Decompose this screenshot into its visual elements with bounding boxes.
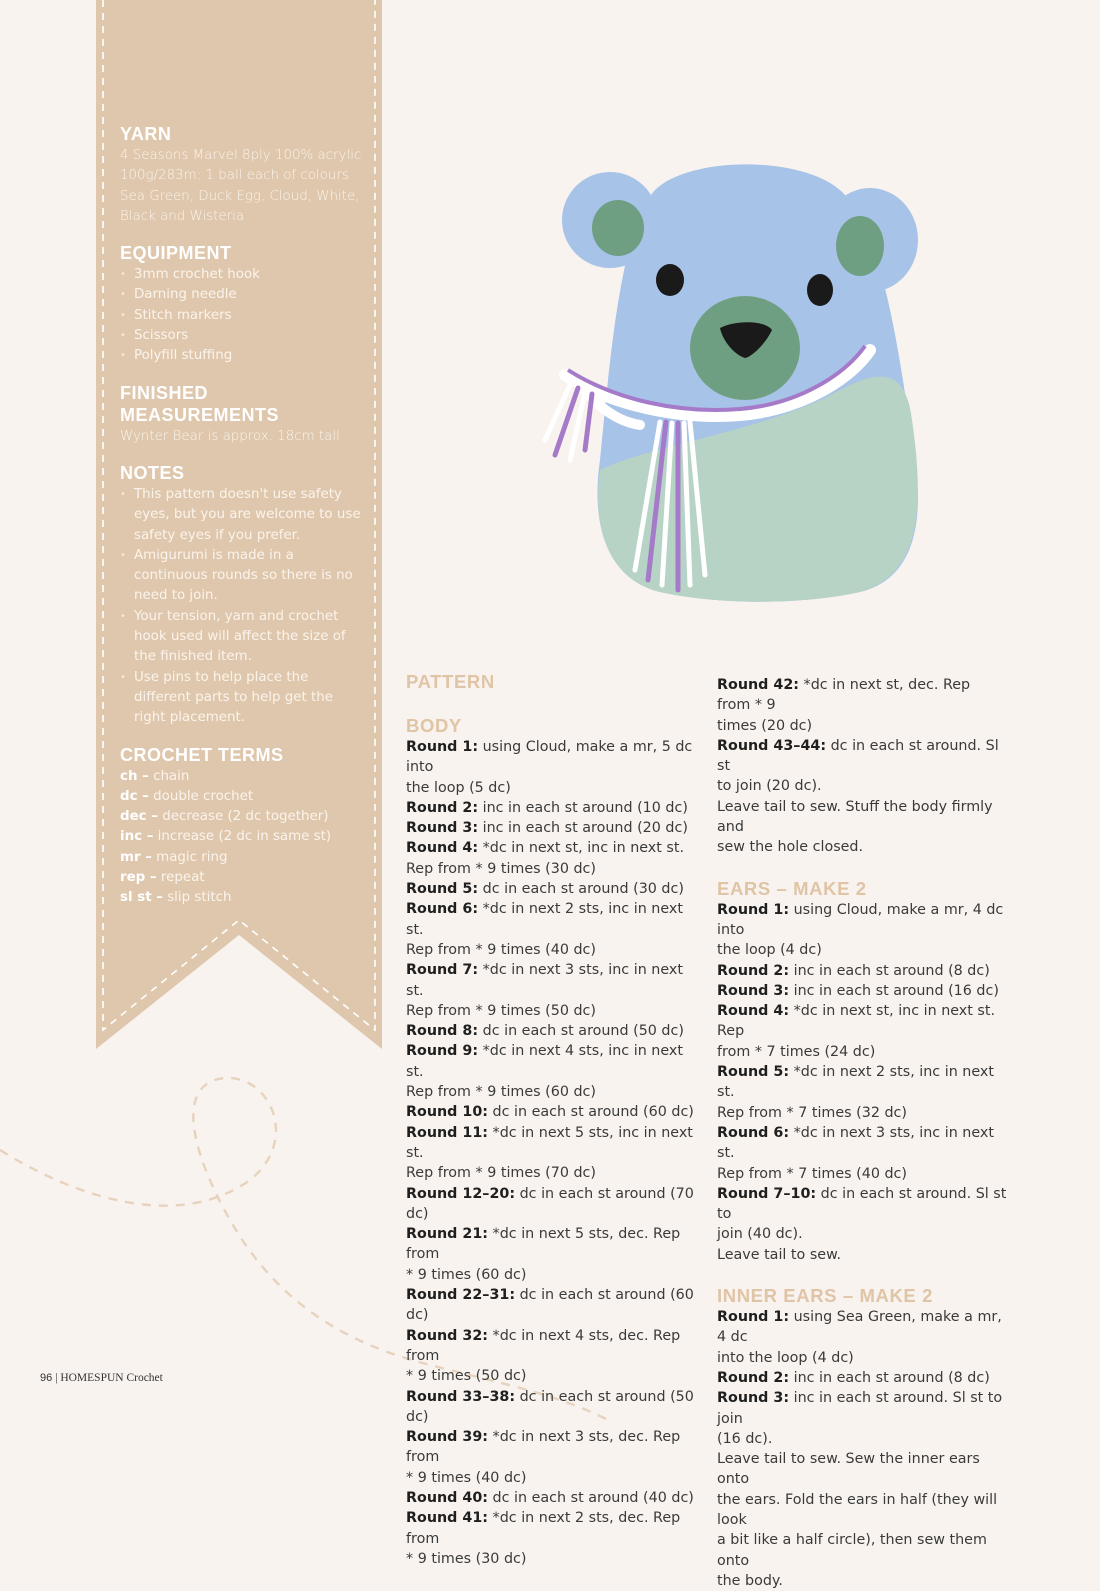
round-label: Round 12–20: (406, 1185, 516, 1202)
pattern-line (406, 1285, 696, 1326)
round-instruction: *dc in next 5 sts, dec. Rep from (406, 1226, 681, 1263)
round-instruction: *dc in next st, inc in next st. Rep (717, 1003, 996, 1040)
pattern-line (717, 1388, 1007, 1429)
term-desc: magic ring (151, 849, 228, 865)
inner-ears-rounds (717, 1307, 1007, 1591)
pattern-line (406, 1265, 696, 1285)
pattern-line (717, 1164, 1007, 1184)
pattern-line (717, 1245, 1007, 1265)
round-label: Round 8: (406, 1023, 479, 1040)
pattern-line (406, 1123, 696, 1164)
equipment-item: • Scissors (120, 326, 366, 346)
term-abbr: dec – (120, 809, 158, 825)
pattern-line (717, 1184, 1007, 1225)
round-label: Round 32: (406, 1327, 489, 1344)
round-label: Round 6: (406, 901, 479, 918)
round-label: Round 11: (406, 1124, 489, 1141)
pattern-line (717, 837, 1007, 857)
pattern-column-left (406, 671, 696, 1569)
measurements-heading-1: FINISHED (120, 382, 209, 403)
pattern-line (406, 1427, 696, 1468)
pattern-line (406, 940, 696, 960)
pattern-line (717, 961, 1007, 981)
pattern-line (406, 1184, 696, 1225)
round-instruction: * 9 times (30 dc) (406, 1550, 527, 1567)
round-instruction: inc in each st around (10 dc) (478, 799, 688, 816)
footer-separator: | (55, 1372, 58, 1384)
equipment-item: • 3mm crochet hook (120, 265, 366, 285)
pattern-line (717, 675, 1007, 716)
term-row (120, 848, 366, 868)
pattern-line (406, 1102, 696, 1122)
round-label: Round 42: (717, 677, 800, 693)
round-instruction: *dc in next 4 sts, dec. Rep from (406, 1327, 681, 1364)
term-desc: repeat (156, 870, 205, 886)
pattern-line (717, 1429, 1007, 1449)
pattern-line (717, 1307, 1007, 1348)
pattern-line (717, 1001, 1007, 1042)
pattern-line (717, 1571, 1007, 1591)
round-label: Round 1: (406, 739, 479, 755)
term-row (120, 767, 366, 787)
pattern-line (717, 1368, 1007, 1388)
term-row (120, 868, 366, 888)
round-instruction: sew the hole closed. (717, 839, 864, 856)
round-instruction: from * 7 times (24 dc) (717, 1043, 876, 1060)
term-desc: increase (2 dc in same st) (153, 829, 332, 845)
term-abbr: dc – (120, 788, 149, 804)
round-instruction: dc in each st around. Sl st (717, 737, 999, 775)
ears-heading: EARS – MAKE 2 (717, 877, 867, 899)
round-label: Round 40: (406, 1489, 489, 1506)
round-label: Round 3: (717, 1390, 790, 1407)
pattern-line (717, 900, 1007, 941)
term-row (120, 827, 366, 847)
pattern-line (717, 1530, 1007, 1571)
round-instruction: the loop (4 dc) (717, 942, 822, 959)
round-label: Round 2: (717, 962, 790, 979)
round-instruction: Rep from * 9 times (60 dc) (406, 1084, 596, 1101)
term-row (120, 807, 366, 827)
ears-rounds (717, 900, 1007, 1265)
terms-section (120, 745, 366, 909)
round-instruction: dc in each st around (50 dc) (406, 1388, 694, 1425)
term-desc: chain (148, 768, 190, 784)
round-instruction: Leave tail to sew. (717, 1246, 841, 1263)
pattern-line (717, 797, 1007, 838)
round-label: Round 6: (717, 1124, 790, 1141)
round-label: Round 1: (717, 901, 790, 918)
yarn-section (120, 124, 366, 227)
pattern-line (406, 879, 696, 899)
pattern-line (406, 1508, 696, 1549)
round-instruction: dc in each st around (70 dc) (406, 1185, 694, 1222)
pattern-line (406, 960, 696, 1001)
round-instruction: Rep from * 7 times (40 dc) (717, 1165, 907, 1182)
pattern-line (717, 1449, 1007, 1490)
pattern-line (406, 1387, 696, 1428)
pattern-line (406, 899, 696, 940)
round-instruction: (16 dc). (717, 1430, 773, 1447)
pattern-line (406, 1041, 696, 1082)
pattern-line (406, 1021, 696, 1041)
measurements-text: Wynter Bear is approx. 18cm tall (120, 428, 340, 444)
round-instruction: using Cloud, make a mr, 5 dc into (406, 739, 693, 776)
info-ribbon (96, 0, 382, 1049)
round-label: Round 43–44: (717, 737, 827, 754)
pattern-line (717, 1123, 1007, 1164)
term-row (120, 888, 366, 908)
pattern-line (406, 818, 696, 838)
round-instruction: dc in each st around (40 dc) (488, 1489, 694, 1506)
term-abbr: rep – (120, 870, 157, 886)
round-instruction: * 9 times (60 dc) (406, 1266, 527, 1283)
round-instruction: the ears. Fold the ears in half (they will look (717, 1491, 998, 1528)
pattern-line (717, 1490, 1007, 1531)
pattern-line (717, 1348, 1007, 1368)
round-label: Round 7: (406, 962, 479, 979)
round-instruction: dc in each st around (60 dc) (488, 1104, 694, 1121)
equipment-section (120, 243, 366, 366)
round-instruction: Leave tail to sew. Stuff the body firmly and (717, 798, 993, 836)
pattern-line (717, 736, 1007, 777)
round-instruction: *dc in next 2 sts, inc in next st. (406, 901, 683, 938)
round-label: Round 22–31: (406, 1287, 516, 1304)
yarn-heading: YARN (120, 124, 172, 144)
round-label: Round 4: (406, 840, 479, 857)
round-instruction: inc in each st around (16 dc) (789, 982, 999, 999)
pattern-line (406, 859, 696, 879)
term-abbr: ch – (120, 768, 149, 784)
pattern-line (717, 981, 1007, 1001)
round-instruction: inc in each st around (8 dc) (789, 962, 990, 979)
pattern-line (717, 940, 1007, 960)
round-instruction: a bit like a half circle), then sew them onto (717, 1532, 987, 1569)
round-instruction: times (20 dc) (717, 717, 813, 734)
round-label: Round 4: (717, 1003, 790, 1020)
pattern-line (717, 776, 1007, 796)
pattern-line (406, 1224, 696, 1265)
equipment-item: • Polyfill stuffing (120, 346, 366, 366)
page-number: 96 (40, 1372, 53, 1384)
term-abbr: inc – (120, 829, 154, 845)
pattern-line (406, 1468, 696, 1488)
pattern-line (406, 1549, 696, 1569)
pattern-line (406, 838, 696, 858)
notes-section (120, 463, 366, 729)
yarn-text: 4 Seasons Marvel 8ply 100% acrylic 100g/283m: 1 ball each of colours Sea Green, Duck Egg, Cloud, White, Black and Wisteria (120, 148, 362, 224)
round-label: Round 39: (406, 1429, 489, 1446)
equipment-item: • Stitch markers (120, 306, 366, 326)
round-instruction: inc in each st around (8 dc) (789, 1369, 990, 1386)
pattern-line (406, 1326, 696, 1367)
round-instruction: Rep from * 7 times (32 dc) (717, 1104, 907, 1121)
round-instruction: the body. (717, 1572, 783, 1589)
term-abbr: sl st – (120, 890, 163, 906)
measurements-heading-2: MEASUREMENTS (120, 404, 280, 425)
round-instruction: *dc in next 3 sts, inc in next st. (717, 1124, 994, 1162)
pattern-line (406, 1163, 696, 1183)
equipment-heading: EQUIPMENT (120, 243, 232, 264)
round-label: Round 41: (406, 1510, 489, 1527)
pattern-line (717, 716, 1007, 736)
round-instruction: dc in each st around (60 dc) (406, 1287, 694, 1324)
round-instruction: dc in each st around (30 dc) (478, 881, 684, 898)
inner-ears-heading: INNER EARS – MAKE 2 (717, 1285, 933, 1307)
round-label: Round 5: (717, 1064, 790, 1081)
round-label: Round 9: (406, 1043, 479, 1060)
pattern-line (406, 798, 696, 818)
round-instruction: inc in each st around. Sl st to join (717, 1390, 1003, 1427)
round-instruction: using Sea Green, make a mr, 4 dc (717, 1309, 1002, 1346)
round-instruction: Rep from * 9 times (30 dc) (406, 860, 596, 877)
pattern-heading: PATTERN (406, 671, 495, 692)
round-label: Round 1: (717, 1309, 790, 1326)
round-instruction: Rep from * 9 times (50 dc) (406, 1002, 596, 1019)
round-instruction: *dc in next st, inc in next st. (478, 840, 685, 857)
crochet-bear-image (540, 160, 940, 610)
body-heading: BODY (406, 715, 462, 736)
round-instruction: *dc in next st, dec. Rep from * 9 (717, 677, 971, 714)
round-label: Round 2: (406, 799, 479, 816)
magazine-name: HOMESPUN Crochet (60, 1372, 163, 1384)
round-label: Round 5: (406, 881, 479, 898)
body-rounds-continued (717, 675, 1007, 858)
round-label: Round 2: (717, 1369, 790, 1386)
pattern-line (406, 737, 696, 778)
pattern-line (406, 1001, 696, 1021)
pattern-line (717, 1062, 1007, 1103)
term-row (120, 787, 366, 807)
round-instruction: Rep from * 9 times (70 dc) (406, 1165, 596, 1182)
note-item: • Amigurumi is made in a continuous rounds so there is no need to join. (120, 546, 366, 607)
round-label: Round 33–38: (406, 1388, 516, 1405)
round-instruction: * 9 times (50 dc) (406, 1368, 527, 1385)
pattern-line (406, 1488, 696, 1508)
pattern-line (717, 1224, 1007, 1244)
round-label: Round 7–10: (717, 1185, 817, 1202)
pattern-line (406, 1082, 696, 1102)
pattern-line (406, 778, 696, 798)
note-item: • This pattern doesn't use safety eyes, but you are welcome to use safety eyes if you prefer. (120, 485, 366, 546)
round-instruction: *dc in next 3 sts, dec. Rep from (406, 1429, 681, 1466)
term-desc: slip stitch (162, 890, 232, 906)
page-footer (40, 1372, 163, 1384)
note-item: • Your tension, yarn and crochet hook used will affect the size of the finished item. (120, 607, 366, 668)
equipment-item: • Darning needle (120, 285, 366, 305)
round-instruction: join (40 dc). (717, 1226, 803, 1243)
round-instruction: dc in each st around (50 dc) (478, 1023, 684, 1040)
pattern-line (717, 1103, 1007, 1123)
terms-heading: CROCHET TERMS (120, 744, 284, 765)
round-instruction: *dc in next 4 sts, inc in next st. (406, 1043, 683, 1080)
round-instruction: the loop (5 dc) (406, 779, 511, 796)
round-instruction: inc in each st around (20 dc) (478, 820, 688, 837)
round-instruction: Rep from * 9 times (40 dc) (406, 941, 596, 958)
round-instruction: into the loop (4 dc) (717, 1349, 854, 1366)
round-instruction: using Cloud, make a mr, 4 dc into (717, 901, 1004, 938)
round-label: Round 10: (406, 1104, 489, 1121)
round-instruction: to join (20 dc). (717, 778, 822, 795)
round-label: Round 3: (717, 982, 790, 999)
note-item: • Use pins to help place the different parts to help get the right placement. (120, 668, 366, 729)
term-desc: double crochet (148, 788, 254, 804)
measurements-section (120, 383, 366, 447)
round-instruction: *dc in next 5 sts, inc in next st. (406, 1124, 693, 1161)
pattern-column-right (717, 675, 1007, 1591)
round-label: Round 3: (406, 820, 479, 837)
round-label: Round 21: (406, 1226, 489, 1243)
term-desc: decrease (2 dc together) (157, 809, 329, 825)
term-abbr: mr – (120, 849, 152, 865)
round-instruction: *dc in next 3 sts, inc in next st. (406, 962, 683, 999)
round-instruction: * 9 times (40 dc) (406, 1469, 527, 1486)
body-rounds (406, 737, 696, 1569)
pattern-line (406, 1366, 696, 1386)
pattern-line (717, 1042, 1007, 1062)
round-instruction: *dc in next 2 sts, inc in next st. (717, 1064, 994, 1101)
notes-heading: NOTES (120, 462, 185, 483)
round-instruction: *dc in next 2 sts, dec. Rep from (406, 1510, 681, 1547)
round-instruction: Leave tail to sew. Sew the inner ears onto (717, 1451, 980, 1488)
round-instruction: dc in each st around. Sl st to (717, 1185, 1007, 1223)
